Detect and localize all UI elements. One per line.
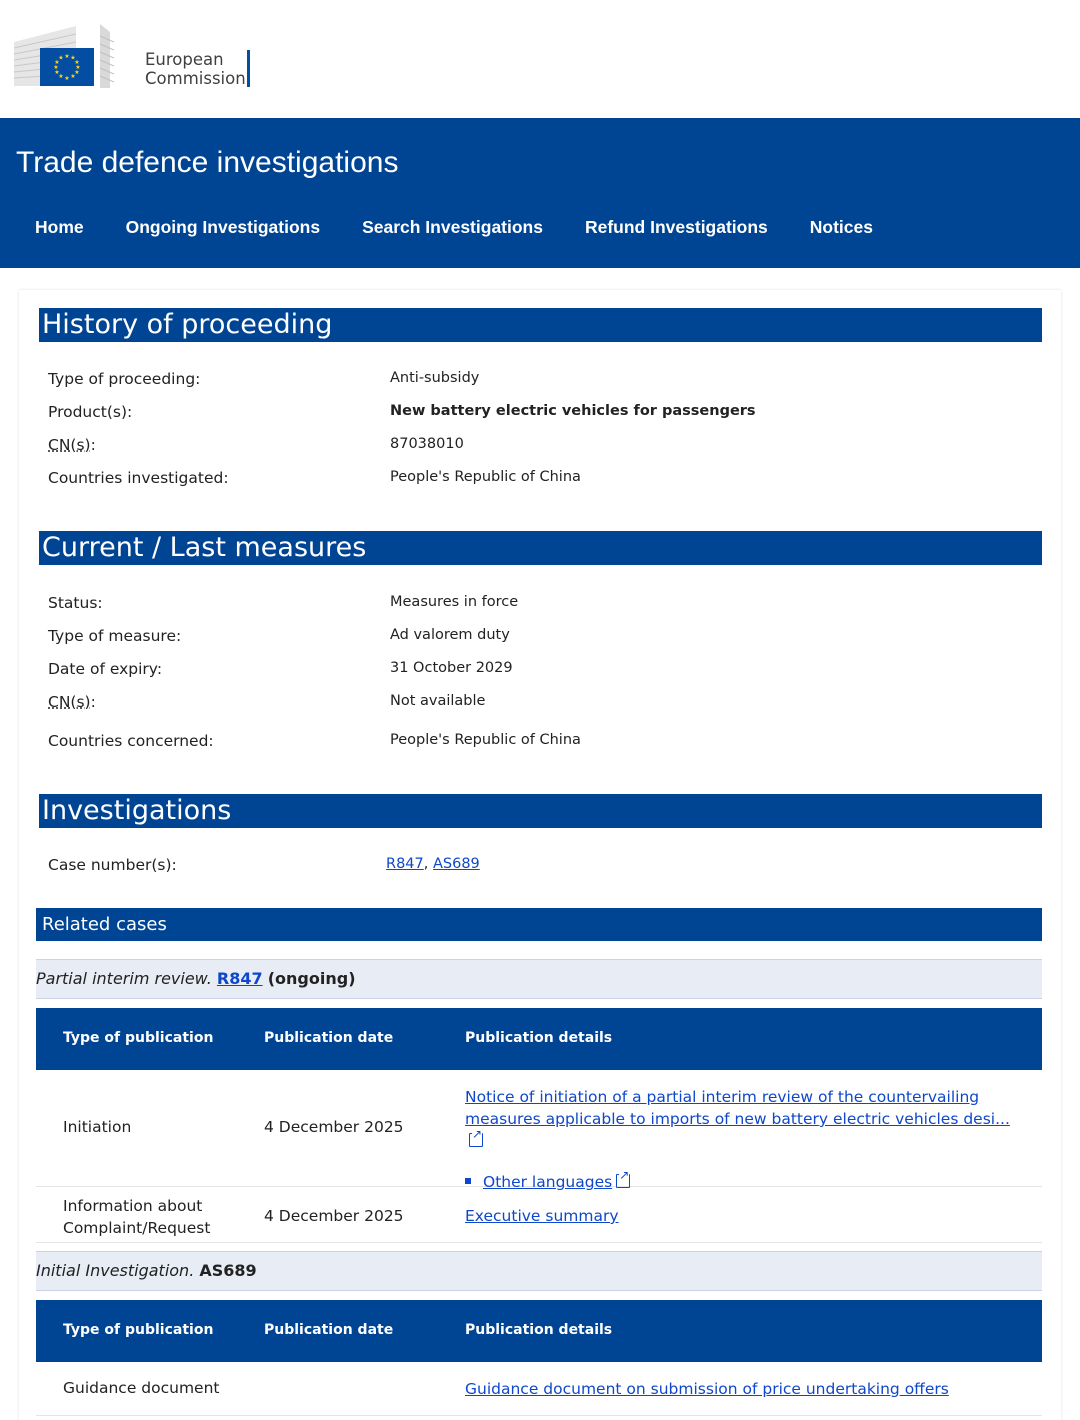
svg-text:★: ★: [75, 64, 81, 71]
measures-label-cn: CN(s):: [48, 693, 96, 711]
case-bar-as689: [36, 1251, 1042, 1291]
history-label-cn: CN(s):: [48, 436, 96, 454]
svg-text:★: ★: [70, 73, 76, 80]
case2-col-details: Publication details: [465, 1322, 613, 1338]
svg-text:★: ★: [58, 54, 64, 62]
svg-text:★: ★: [74, 59, 80, 66]
main-nav: [14, 217, 894, 238]
svg-text:★: ★: [70, 54, 76, 62]
history-label-product: Product(s):: [48, 403, 133, 421]
nav-ongoing-investigations[interactable]: Ongoing Investigations: [125, 217, 321, 237]
external-link-icon: [616, 1174, 630, 1188]
row1-date: 4 December 2025: [264, 1118, 404, 1136]
case-numbers-label: Case number(s):: [48, 856, 177, 874]
bullet-icon: [465, 1178, 471, 1184]
case2-col-date: Publication date: [264, 1322, 394, 1338]
history-value-countries: People's Republic of China: [390, 469, 581, 485]
other-languages-link[interactable]: Other languages: [483, 1173, 613, 1191]
case2-table-header: [36, 1300, 1042, 1362]
history-label-type: Type of proceeding:: [48, 370, 201, 388]
row1-type: Initiation: [63, 1118, 132, 1136]
case1-type: Partial interim review.: [36, 969, 212, 988]
measures-label-countries: Countries concerned:: [48, 732, 214, 750]
executive-summary-link[interactable]: Executive summary: [465, 1207, 619, 1225]
svg-text:★: ★: [58, 73, 64, 80]
measures-label-expiry: Date of expiry:: [48, 660, 163, 678]
svg-text:★: ★: [53, 64, 59, 71]
case2-row1-type: Guidance document: [63, 1379, 220, 1397]
history-value-cn: 87038010: [390, 436, 464, 452]
svg-text:★: ★: [54, 69, 60, 76]
history-value-type: Anti-subsidy: [390, 370, 480, 386]
case-bar-r847: [36, 959, 1042, 999]
site-banner: [0, 118, 1080, 268]
cn-abbreviation-2[interactable]: CN(s): [48, 693, 91, 711]
measures-value-type: Ad valorem duty: [390, 627, 510, 643]
case-link-r847[interactable]: R847: [386, 856, 424, 872]
measures-value-countries: People's Republic of China: [390, 732, 581, 748]
nav-search-investigations[interactable]: Search Investigations: [362, 217, 543, 237]
site-title[interactable]: Trade defence investigations: [16, 146, 399, 179]
svg-text:★: ★: [64, 75, 70, 82]
svg-text:★: ★: [64, 53, 70, 60]
case1-col-details: Publication details: [465, 1030, 613, 1046]
table-row: [36, 1187, 1042, 1243]
case1-col-type: Type of publication: [63, 1030, 214, 1046]
table-row: [36, 1070, 1042, 1191]
case2-row1-details: [465, 1378, 1025, 1400]
guidance-document-link[interactable]: Guidance document on submission of price undertaking offers: [465, 1380, 949, 1398]
case2-type: Initial Investigation.: [36, 1261, 195, 1280]
case-numbers-value: R847, AS689: [386, 856, 480, 872]
row2-type-line2: Complaint/Request: [63, 1219, 211, 1237]
main-content: [19, 290, 1061, 1420]
row2-type: [63, 1195, 210, 1239]
notice-of-initiation-link[interactable]: Notice of initiation of a partial interim review of the countervailing measures applicable to imports of new battery electric vehicles desi...: [465, 1088, 1010, 1128]
cn-abbreviation[interactable]: CN(s): [48, 436, 91, 454]
row1-details: [465, 1086, 1025, 1193]
case-link-as689[interactable]: AS689: [432, 856, 480, 872]
logo-wordmark: [145, 50, 246, 88]
case2-number: AS689: [199, 1261, 257, 1280]
measures-value-status: Measures in force: [390, 594, 519, 610]
history-heading: History of proceeding: [36, 308, 1042, 342]
svg-text:★: ★: [54, 59, 60, 66]
logo-divider: [247, 50, 250, 87]
external-link-icon: [469, 1133, 483, 1147]
top-header: [0, 0, 1080, 118]
history-label-countries: Countries investigated:: [48, 469, 229, 487]
table-row: [36, 1362, 1042, 1416]
logo-line-2: Commission: [145, 69, 246, 88]
measures-value-expiry: 31 October 2029: [390, 660, 513, 676]
commission-building-icon: [14, 24, 114, 94]
investigations-heading: Investigations: [36, 794, 1042, 828]
row2-date: 4 December 2025: [264, 1207, 404, 1225]
related-cases-heading: Related cases: [36, 908, 1042, 941]
case1-status: (ongoing): [267, 969, 356, 988]
logo-line-1: European: [145, 50, 224, 69]
row2-details: [465, 1205, 1025, 1227]
european-commission-logo[interactable]: [14, 24, 264, 94]
case1-col-date: Publication date: [264, 1030, 394, 1046]
row2-type-line1: Information about: [63, 1197, 203, 1215]
measures-label-status: Status:: [48, 594, 103, 612]
measures-value-cn: Not available: [390, 693, 486, 709]
case1-table-header: [36, 1008, 1042, 1070]
nav-refund-investigations[interactable]: Refund Investigations: [584, 217, 768, 237]
nav-notices[interactable]: Notices: [809, 217, 873, 237]
measures-label-type: Type of measure:: [48, 627, 182, 645]
history-value-product: New battery electric vehicles for passengers: [390, 403, 756, 419]
measures-heading: Current / Last measures: [36, 531, 1042, 565]
case2-col-type: Type of publication: [63, 1322, 214, 1338]
svg-text:★: ★: [74, 69, 80, 76]
case1-number-link[interactable]: R847: [216, 969, 263, 988]
nav-home[interactable]: Home: [35, 217, 84, 237]
